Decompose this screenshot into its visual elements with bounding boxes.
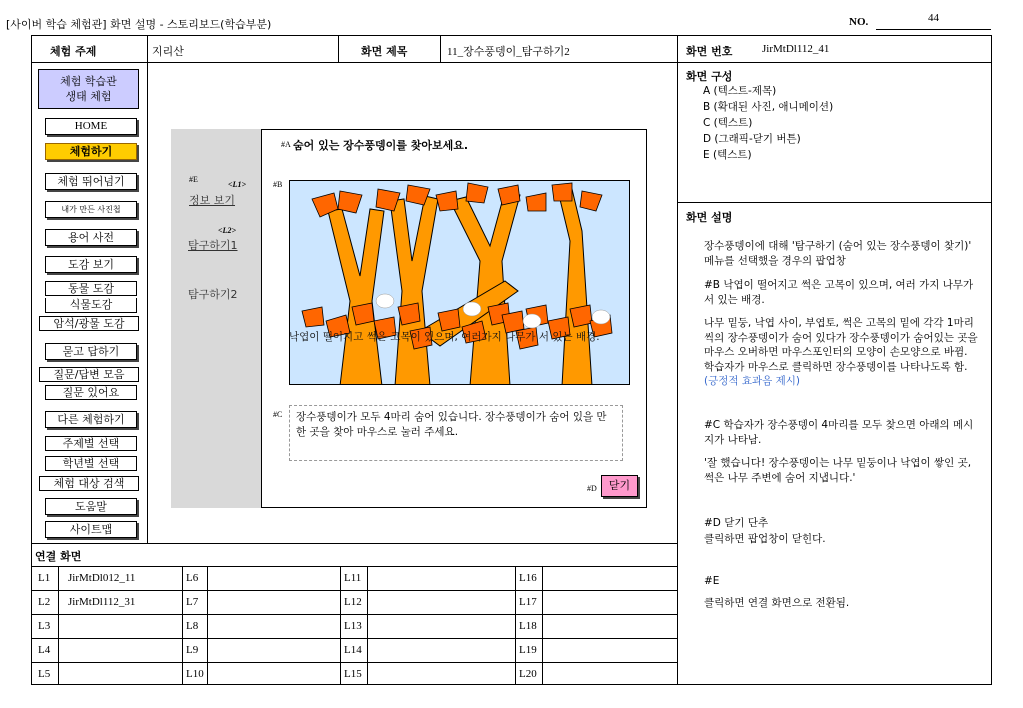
composition-item: C (텍스트) <box>703 117 753 129</box>
nav-qa-button[interactable]: 묻고 답하기 <box>45 343 137 360</box>
leaf <box>526 193 546 211</box>
marker-b: #B <box>273 180 283 189</box>
hidden-spot-4 <box>592 310 610 324</box>
connection-id: L9 <box>186 644 199 656</box>
nav-ask-question[interactable]: 질문 있어요 <box>45 385 137 400</box>
leaf <box>466 183 488 203</box>
connection-value: JirMtDl112_31 <box>68 596 136 608</box>
nav-qa-collection[interactable]: 질문/답변 모음 <box>39 367 139 382</box>
nav-divider <box>147 62 148 543</box>
nav-header <box>38 69 139 109</box>
nav-by-grade[interactable]: 학년별 선택 <box>45 456 137 471</box>
message-box: 장수풍뎅이가 모두 4마리 숨어 있습니다. 장수풍뎅이가 숨어 있을 만한 곳을 찾아 마우스로 눌러 주세요. <box>289 405 623 461</box>
connection-id: L13 <box>344 620 362 632</box>
scene-caption: 낙엽이 떨어지고 썩은 고목이 있으며, 여러가지 나무가 서 있는 배경. <box>289 331 600 343</box>
description-p1: 장수풍뎅이에 대해 '탐구하기 (숨어 있는 장수풍뎅이 찾기)' 메뉴를 선택했을 경우의 팝업창 <box>704 240 972 267</box>
nav-other-button[interactable]: 다른 체험하기 <box>45 411 137 428</box>
conn-col-line <box>58 566 59 685</box>
nav-header-line2: 생태 체험 <box>65 90 112 103</box>
nav-album-button[interactable]: 내가 만든 사진첩 <box>45 201 137 218</box>
info-divider-3 <box>440 35 441 62</box>
nav-by-topic[interactable]: 주제별 선택 <box>45 436 137 451</box>
no-value: 44 <box>928 12 939 24</box>
nav-home-button[interactable]: HOME <box>45 118 137 135</box>
description-p3-effect: (긍정적 효과음 제시) <box>704 375 801 387</box>
leaf <box>436 191 458 211</box>
connection-id: L16 <box>519 572 537 584</box>
screen-title-value: 11_장수풍뎅이_탐구하기2 <box>447 46 570 58</box>
explore2-label: 탐구하기2 <box>188 288 238 301</box>
hidden-spot-3 <box>523 314 541 328</box>
connection-id: L15 <box>344 668 362 680</box>
connection-id: L11 <box>344 572 362 584</box>
nav-help-button[interactable]: 도움말 <box>45 498 137 515</box>
tree-trunk-1 <box>328 209 384 385</box>
description-d-title: #D 닫기 단추 <box>704 517 769 529</box>
conn-col-line <box>542 566 543 685</box>
no-label: NO. <box>849 16 869 28</box>
info-row-bottom-line <box>31 62 992 63</box>
marker-c: #C <box>273 410 283 419</box>
document-title: [사이버 학습 체험관] 화면 설명 - 스토리보드(학습부분) <box>6 18 272 31</box>
conn-row-line-0 <box>31 566 677 567</box>
marker-d: #D <box>587 484 597 493</box>
description-e-text: 클릭하면 연결 화면으로 전환됨. <box>704 597 850 609</box>
connection-id: L6 <box>186 572 199 584</box>
leaf <box>338 191 362 213</box>
leaf <box>498 185 520 205</box>
connection-id: L3 <box>38 620 51 632</box>
leaf <box>570 305 592 327</box>
composition-item: E (텍스트) <box>703 149 752 161</box>
nav-dogam-button[interactable]: 도감 보기 <box>45 256 137 273</box>
info-link[interactable]: 정보 보기 <box>189 194 236 207</box>
connection-id: L18 <box>519 620 537 632</box>
leaf <box>302 307 324 327</box>
connection-id: L2 <box>38 596 51 608</box>
composition-item: B (확대된 사진, 애니메이션) <box>703 101 834 113</box>
connection-id: L14 <box>344 644 362 656</box>
nav-plant-dogam[interactable]: 식물도감 <box>45 298 137 313</box>
tree-trunk-2 <box>390 196 438 385</box>
popup-sidebar <box>171 129 262 508</box>
right-column-divider <box>677 35 678 685</box>
conn-col-line <box>367 566 368 685</box>
nav-search-target[interactable]: 체험 대상 검색 <box>39 476 139 491</box>
connection-id: L1 <box>38 572 51 584</box>
marker-a: #A <box>281 140 291 149</box>
connection-id: L8 <box>186 620 199 632</box>
explore1-link[interactable]: 탐구하기1 <box>188 239 238 252</box>
nav-skip-button[interactable]: 체험 뛰어넘기 <box>45 173 137 190</box>
nav-sitemap-button[interactable]: 사이트맵 <box>45 521 137 538</box>
conn-row-line-1 <box>31 590 677 591</box>
composition-title: 화면 구성 <box>686 70 733 83</box>
l2-tag: <L2> <box>218 226 237 235</box>
leaf <box>352 303 374 325</box>
connection-id: L20 <box>519 668 537 680</box>
conn-col-line <box>207 566 208 685</box>
composition-item: D (그래픽-닫기 버튼) <box>703 133 801 145</box>
marker-e: #E <box>189 175 198 184</box>
leaf <box>398 303 420 325</box>
description-e-title: #E <box>704 575 720 587</box>
forest-illustration <box>290 181 630 385</box>
popup-title: 숨어 있는 장수풍뎅이를 찾아보세요. <box>293 139 469 152</box>
conn-col-line <box>340 566 341 685</box>
description-p3-text: 나무 밑둥, 낙엽 사이, 부엽토, 썩은 고목의 밑에 각각 1마리씩의 장수풍뎅이가 숨어 있다가 장수풍뎅이가 숨어있는 곳을 마우스 오버하면 마우스포인터의 모양이 손모양으로 바뀜. 학습자가 마우스로 클릭하면 장수풍뎅이를 나타나도록 함. <box>704 317 978 373</box>
no-underline <box>876 29 991 30</box>
right-section-line <box>678 202 992 203</box>
subject-label: 체험 주제 <box>50 45 97 58</box>
close-button[interactable]: 닫기 <box>601 475 638 497</box>
connection-id: L5 <box>38 668 51 680</box>
connection-top-line <box>31 543 677 544</box>
conn-col-line <box>515 566 516 685</box>
leaf <box>580 191 602 211</box>
connection-id: L7 <box>186 596 199 608</box>
connection-id: L12 <box>344 596 362 608</box>
hidden-spot-2 <box>463 302 481 316</box>
description-p5: '잘 했습니다! 장수풍뎅이는 나무 밑둥이나 낙엽이 쌓인 곳, 썩은 나무 주변에 숨어 지냅니다.' <box>704 457 972 484</box>
composition-item: A (텍스트-제목) <box>703 85 777 97</box>
description-p2: #B 낙엽이 떨어지고 썩은 고목이 있으며, 여러 가지 나무가 서 있는 배경. <box>704 279 974 306</box>
screen-no-label: 화면 번호 <box>686 45 733 58</box>
l1-tag: <L1> <box>228 180 247 189</box>
nav-glossary-button[interactable]: 용어 사전 <box>45 229 137 246</box>
hidden-spot-1 <box>376 294 394 308</box>
info-divider-1 <box>147 35 148 62</box>
conn-row-line-4 <box>31 662 677 663</box>
conn-row-line-2 <box>31 614 677 615</box>
leaf <box>552 183 572 201</box>
tree-trunk-4 <box>558 189 592 385</box>
description-p3 <box>704 316 980 389</box>
connection-value: JirMtDl012_11 <box>68 572 136 584</box>
leaf <box>438 309 460 331</box>
connection-id: L4 <box>38 644 51 656</box>
nav-rock-dogam[interactable]: 암석/광물 도감 <box>39 316 139 331</box>
screen-title-label: 화면 제목 <box>361 45 408 58</box>
conn-col-line <box>182 566 183 685</box>
info-divider-2 <box>338 35 339 62</box>
nav-header-line1: 체험 학습관 <box>60 75 117 88</box>
connections-title: 연결 화면 <box>35 550 82 563</box>
subject-value: 지리산 <box>152 45 184 58</box>
forest-scene[interactable] <box>289 180 630 385</box>
connection-id: L17 <box>519 596 537 608</box>
connection-id: L19 <box>519 644 537 656</box>
screen-no-value: JirMtDl112_41 <box>762 43 830 55</box>
description-p4: #C 학습자가 장수풍뎅이 4마리를 모두 찾으면 아래의 메시지가 나타남. <box>704 419 974 446</box>
conn-row-line-3 <box>31 638 677 639</box>
description-title: 화면 설명 <box>686 211 733 224</box>
nav-experience-button[interactable]: 체험하기 <box>45 143 137 160</box>
connection-id: L10 <box>186 668 204 680</box>
nav-animal-dogam[interactable]: 동물 도감 <box>45 281 137 296</box>
description-d-text: 클릭하면 팝업창이 닫힌다. <box>704 533 826 545</box>
